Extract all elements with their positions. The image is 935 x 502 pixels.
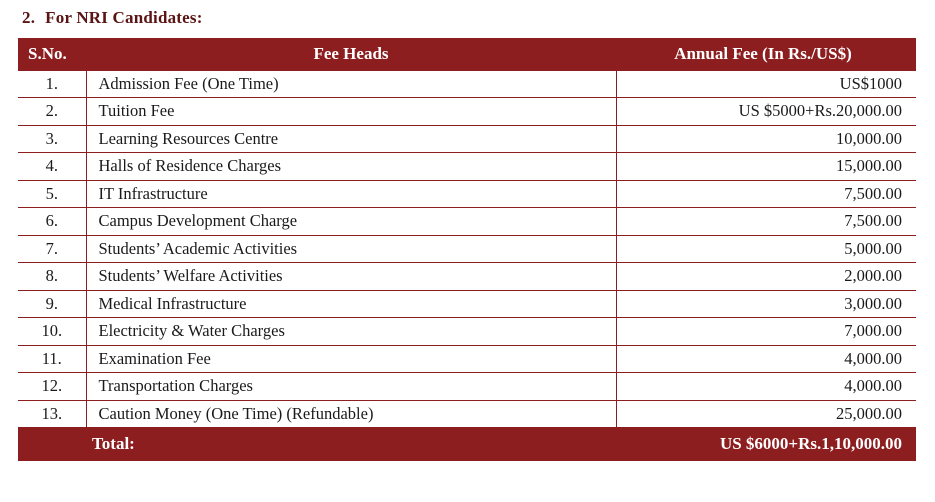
cell-fee-head: Medical Infrastructure (86, 290, 616, 317)
table-row (18, 208, 916, 235)
table-row (18, 98, 916, 125)
cell-annual-fee: 7,500.00 (616, 208, 916, 235)
cell-annual-fee: 4,000.00 (616, 373, 916, 400)
cell-annual-fee: 25,000.00 (616, 400, 916, 427)
cell-sno: 5. (18, 180, 86, 207)
cell-fee-head: IT Infrastructure (86, 180, 616, 207)
cell-sno: 11. (18, 345, 86, 372)
table-body (18, 71, 916, 428)
cell-sno: 12. (18, 373, 86, 400)
cell-fee-head: Caution Money (One Time) (Refundable) (86, 400, 616, 427)
cell-sno: 13. (18, 400, 86, 427)
cell-annual-fee: 5,000.00 (616, 235, 916, 262)
table-row (18, 71, 916, 98)
cell-annual-fee: 10,000.00 (616, 125, 916, 152)
cell-fee-head: Electricity & Water Charges (86, 318, 616, 345)
table-row (18, 318, 916, 345)
cell-annual-fee: 7,000.00 (616, 318, 916, 345)
cell-sno: 10. (18, 318, 86, 345)
cell-sno: 2. (18, 98, 86, 125)
table-header (18, 38, 916, 71)
cell-fee-head: Transportation Charges (86, 373, 616, 400)
cell-fee-head: Learning Resources Centre (86, 125, 616, 152)
cell-fee-head: Students’ Welfare Activities (86, 263, 616, 290)
section-number: 2. (22, 8, 36, 27)
table-row (18, 345, 916, 372)
cell-annual-fee: 4,000.00 (616, 345, 916, 372)
column-header-annual-fee: Annual Fee (In Rs./US$) (616, 38, 916, 71)
cell-annual-fee: US$1000 (616, 71, 916, 98)
cell-sno: 4. (18, 153, 86, 180)
total-value: US $6000+Rs.1,10,000.00 (616, 428, 916, 462)
cell-annual-fee: 3,000.00 (616, 290, 916, 317)
cell-fee-head: Students’ Academic Activities (86, 235, 616, 262)
section-title: For NRI Candidates: (45, 8, 203, 27)
cell-fee-head: Halls of Residence Charges (86, 153, 616, 180)
table-header-row (18, 38, 916, 71)
table-row (18, 153, 916, 180)
table-row (18, 180, 916, 207)
cell-sno: 9. (18, 290, 86, 317)
cell-sno: 6. (18, 208, 86, 235)
column-header-sno: S.No. (18, 38, 86, 71)
cell-annual-fee: 7,500.00 (616, 180, 916, 207)
cell-annual-fee: 2,000.00 (616, 263, 916, 290)
cell-annual-fee: 15,000.00 (616, 153, 916, 180)
cell-sno: 7. (18, 235, 86, 262)
table-row (18, 263, 916, 290)
total-row (18, 428, 916, 462)
table-row (18, 400, 916, 427)
table-footer (18, 428, 916, 462)
table-row (18, 125, 916, 152)
cell-fee-head: Examination Fee (86, 345, 616, 372)
table-row (18, 235, 916, 262)
cell-fee-head: Admission Fee (One Time) (86, 71, 616, 98)
total-label: Total: (18, 428, 616, 462)
section-heading (0, 0, 935, 38)
cell-sno: 1. (18, 71, 86, 98)
cell-fee-head: Tuition Fee (86, 98, 616, 125)
cell-sno: 8. (18, 263, 86, 290)
cell-annual-fee: US $5000+Rs.20,000.00 (616, 98, 916, 125)
cell-sno: 3. (18, 125, 86, 152)
cell-fee-head: Campus Development Charge (86, 208, 616, 235)
table-row (18, 373, 916, 400)
fee-table (18, 38, 916, 461)
column-header-fee-heads: Fee Heads (86, 38, 616, 71)
table-row (18, 290, 916, 317)
